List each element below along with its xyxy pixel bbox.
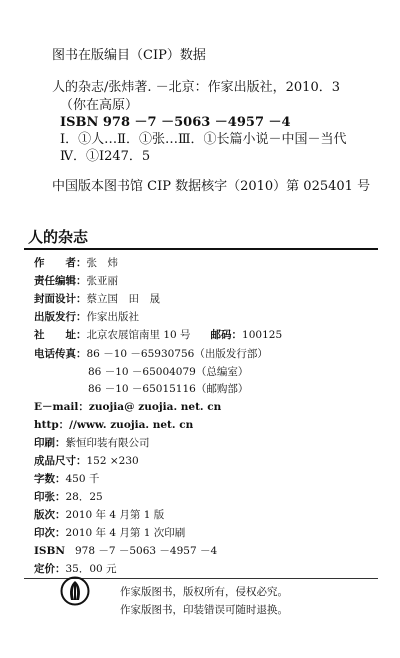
- isbn-value: 978 －7 －5063 －4957 －4: [74, 545, 218, 557]
- publisher-value: 作家出版社: [86, 311, 139, 323]
- editor-label: 责任编辑：: [34, 275, 87, 287]
- cover-value: 蔡立国 田 晟: [86, 293, 160, 305]
- size-label: 成品尺寸：: [34, 455, 87, 467]
- price-value: 35．00 元: [65, 563, 117, 575]
- replacement-notice: 作家版图书，印装错误可随时退换。: [120, 604, 288, 616]
- publisher-logo-icon: [60, 576, 90, 606]
- edition-value: 2010 年 4 月第 1 版: [65, 509, 165, 521]
- printer-label: 印刷：: [34, 437, 66, 449]
- printing-label: 印次：: [34, 527, 66, 539]
- cip-isbn: ISBN 978 －7 －5063 －4957 －4: [60, 115, 291, 130]
- title-rule: [24, 248, 378, 250]
- email-value: zuojia@ zuojia. net. cn: [88, 401, 222, 413]
- cip-record-number: 中国版本图书馆 CIP 数据核字（2010）第 025401 号: [52, 179, 371, 194]
- cip-heading: 图书在版编目（CIP）数据: [52, 48, 206, 63]
- postcode-value: 100125: [242, 329, 283, 341]
- cover-label: 封面设计：: [34, 293, 87, 305]
- website-url: http：//www. zuojia. net. cn: [34, 419, 194, 431]
- isbn-label: ISBN: [34, 545, 65, 557]
- imprint-author: [34, 255, 118, 270]
- edition-label: 版次：: [34, 509, 66, 521]
- phone-line-3: 86 －10 －65015116（邮购部）: [88, 383, 249, 395]
- imprint-isbn: [34, 543, 217, 558]
- email-label: E－mail：: [34, 401, 89, 413]
- sheets-value: 28．25: [65, 491, 103, 503]
- author-value: 张 炜: [86, 257, 118, 269]
- imprint-address: [34, 327, 282, 342]
- imprint-sheets: [34, 489, 103, 504]
- imprint-size: [34, 453, 139, 468]
- editor-value: 张亚丽: [86, 275, 118, 287]
- printer-value: 紫恒印装有限公司: [65, 437, 150, 449]
- cip-series-line: （你在高原）: [60, 98, 139, 113]
- cip-classification-1: Ⅰ．①人…Ⅱ．①张…Ⅲ．①长篇小说－中国－当代: [60, 132, 347, 147]
- imprint-phone: [34, 346, 268, 361]
- phone-label: 电话传真：: [34, 348, 87, 360]
- words-label: 字数：: [34, 473, 66, 485]
- postcode-label: 邮码：: [210, 329, 243, 341]
- cip-classification-2: Ⅳ．①I247．5: [60, 149, 151, 164]
- cip-title-line: 人的杂志/张炜著. －北京：作家出版社，2010．3: [52, 80, 340, 95]
- size-value: 152 ×230: [86, 455, 139, 467]
- imprint-editor: [34, 273, 118, 288]
- publisher-label: 出版发行：: [34, 311, 87, 323]
- imprint-printer: [34, 435, 150, 450]
- sheets-label: 印张：: [34, 491, 66, 503]
- author-label: 作 者：: [34, 257, 87, 269]
- copyright-notice: 作家版图书，版权所有，侵权必究。: [120, 586, 288, 598]
- imprint-cover: [34, 291, 160, 306]
- imprint-edition: [34, 507, 164, 522]
- imprint-words: [34, 471, 99, 486]
- phone-line-1: 86 －10 －65930756（出版发行部）: [86, 348, 268, 360]
- imprint-publisher: [34, 309, 139, 324]
- price-label: 定价：: [34, 563, 66, 575]
- address-value: 北京农展馆南里 10 号: [86, 329, 191, 341]
- phone-line-2: 86 －10 －65004079（总编室）: [88, 366, 249, 378]
- imprint-price: [34, 561, 117, 576]
- imprint-email: [34, 399, 221, 414]
- imprint-printing: [34, 525, 185, 540]
- address-label: 社 址：: [34, 329, 87, 341]
- printing-value: 2010 年 4 月第 1 次印刷: [65, 527, 186, 539]
- book-title: 人的杂志: [28, 228, 89, 246]
- words-value: 450 千: [65, 473, 100, 485]
